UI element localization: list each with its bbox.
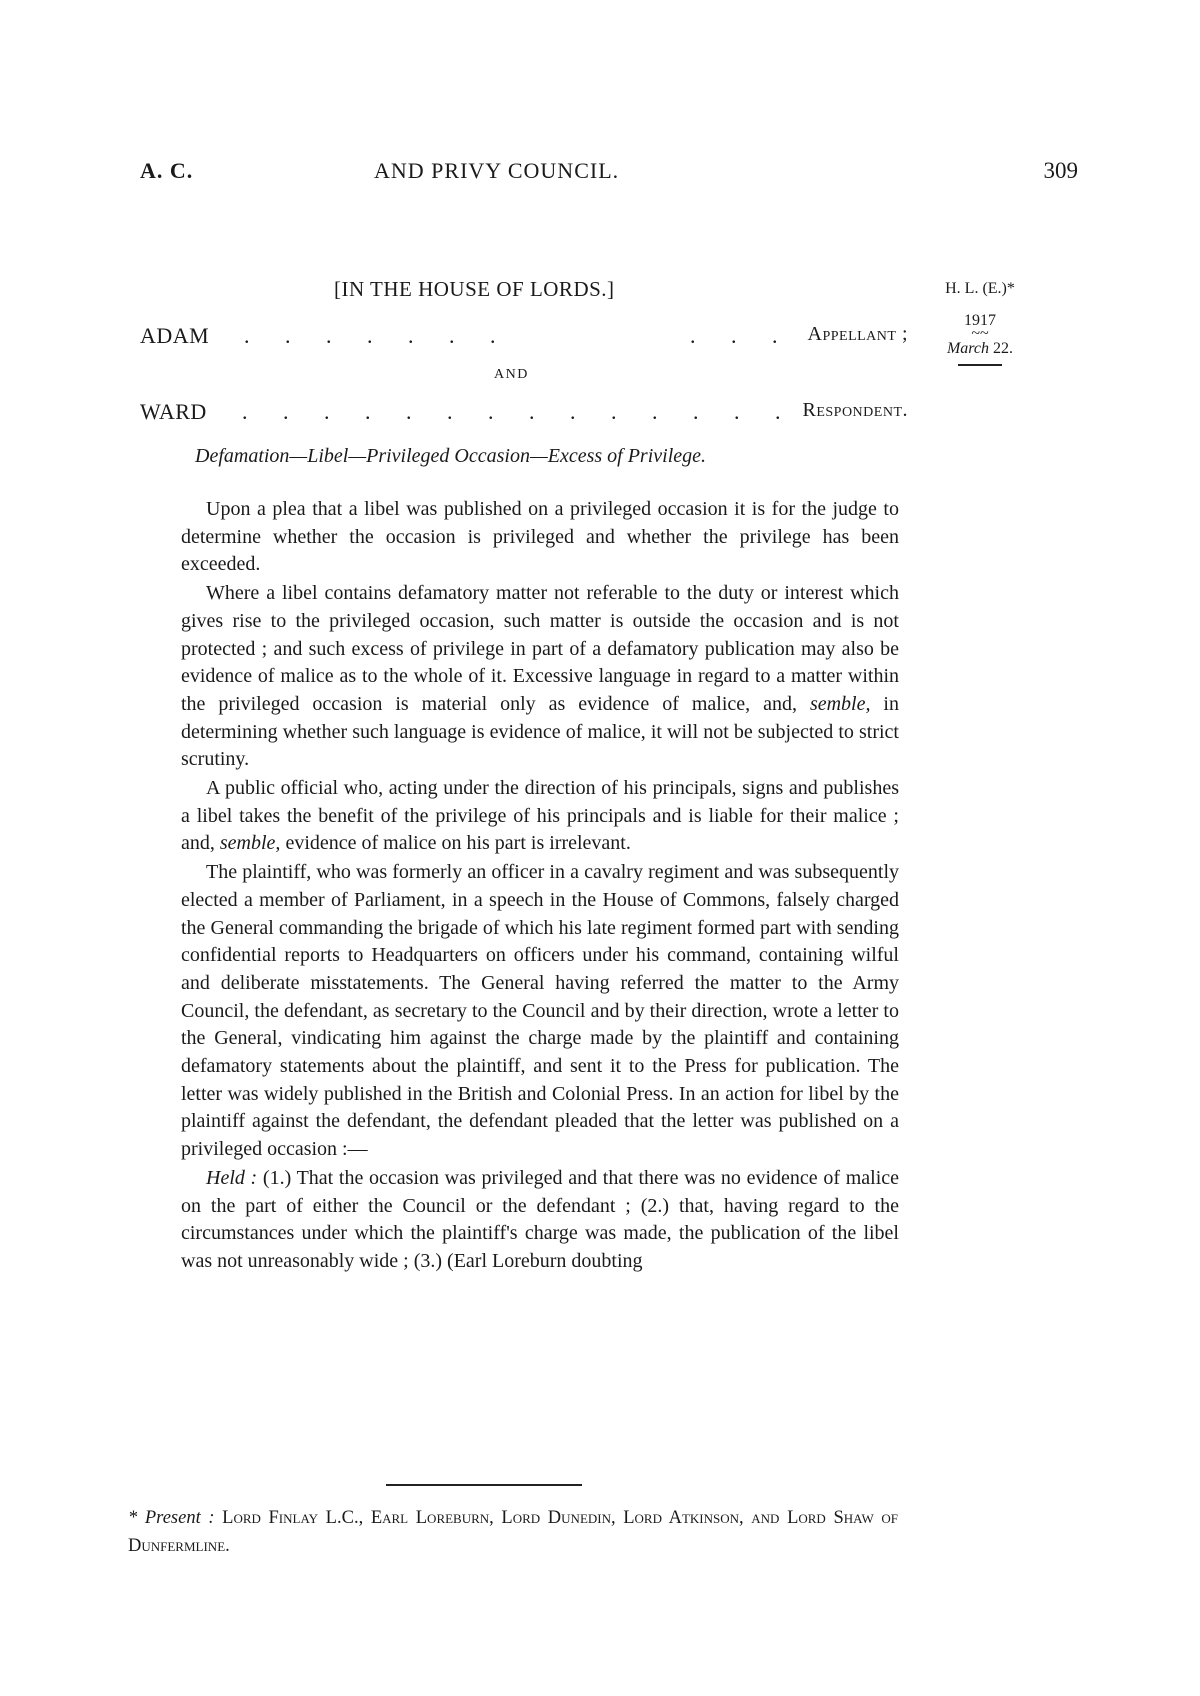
margin-note [920, 280, 1040, 366]
appellant-leader-dots: . . . . . . . [244, 323, 511, 348]
headnote-paragraph [181, 775, 899, 858]
appellant-role: Appellant ; [807, 323, 908, 345]
headnote-paragraph: The plaintiff, who was formerly an officer in a cavalry regiment and was subsequently elected a member of Parliament, in a speech in the House of Commons, falsely charged the General commanding the brigade of which his late regiment formed part with sending confidential reports to Headquarters on officers under his command, containing wilful and deliberate misstatements. The General having referred the matter to the Army Council, the defendant, as secretary to the Council and by their direction, wrote a letter to the General, vindicating him against the charge made by the plaintiff and containing defamatory statements about the plaintiff, and sent it to the Press for publication. The letter was widely published in the British and Colonial Press. In an action for libel by the plaintiff against the defendant, the defendant pleaded that the letter was published on a privileged occasion :— [181, 861, 899, 1161]
respondent-name: WARD [140, 399, 207, 424]
running-head-title: AND PRIVY COUNCIL. [374, 158, 620, 183]
paragraph-text: in determining whether such language is evidence of malice, it will not be subjected to strict scrutiny. [181, 692, 899, 771]
semble-italic: semble, [219, 832, 281, 855]
respondent-leader-dots: . . . . . . . . . . . . . . [242, 399, 796, 424]
footnote-lead: * Present : [128, 1508, 215, 1528]
margin-court: H. L. (E.)* [945, 280, 1015, 297]
appellant-name: ADAM [140, 323, 210, 348]
paragraph-text: Where a libel contains defamatory matter not referable to the duty or interest which gives rise to the privileged occasion, such matter is outside the occasion and is not protected ; and such excess of privilege in part of a defamatory publication may also be evidence of malice as to the whole of it. Excessive language in regard to a matter within the privileged occasion is material only as evidence of malice, and, [181, 582, 899, 715]
footnote-text: Lord Finlay L.C., Earl Loreburn, Lord Dunedin, Lord Atkinson, and Lord Shaw of Dunfermline. [128, 1508, 898, 1556]
appellant-leader-dots-2: . . . [690, 323, 793, 348]
margin-date-month: March [946, 340, 990, 357]
paragraph-text: A public official who, acting under the direction of his principals, signs and publishes a libel takes the benefit of the privilege of his principals and is liable for their malice ; and, [181, 777, 899, 855]
footnote [128, 1504, 898, 1560]
paragraph-text: evidence of malice on his part is irrelevant. [280, 832, 631, 855]
semble-italic: semble, [809, 692, 871, 715]
page-number: 309 [1043, 158, 1078, 183]
margin-date [920, 340, 1040, 358]
margin-tilde: ~~ [971, 325, 989, 342]
respondent-role: Respondent. [802, 399, 908, 421]
margin-year: 1917 [964, 312, 996, 329]
catchwords: Defamation—Libel—Privileged Occasion—Excess of Privilege. [195, 445, 707, 467]
and-separator: AND [494, 367, 529, 382]
court-heading: [IN THE HOUSE OF LORDS.] [334, 277, 615, 301]
held-italic: Held : [206, 1166, 258, 1189]
headnote [181, 496, 899, 1276]
margin-rule [958, 364, 1002, 366]
running-head [140, 158, 1078, 188]
headnote-paragraph [181, 580, 899, 774]
footnote-rule [386, 1484, 582, 1486]
margin-date-day: 22. [993, 340, 1014, 357]
headnote-paragraph: Upon a plea that a libel was published on a privileged occasion it is for the judge to determine whether the occasion is privileged and whether the privilege has been exceeded. [181, 498, 899, 576]
running-head-reporter: A. C. [140, 158, 194, 183]
paragraph-text: (1.) That the occasion was privileged and that there was no evidence of malice on the part of either the Council or the defendant ; (2.) that, having regard to the circumstances under which the plaintiff's charge was made, the publication of the libel was not unreasonably wide ; (3.) (Earl Loreburn doubting [181, 1166, 899, 1272]
headnote-paragraph [181, 1165, 899, 1276]
